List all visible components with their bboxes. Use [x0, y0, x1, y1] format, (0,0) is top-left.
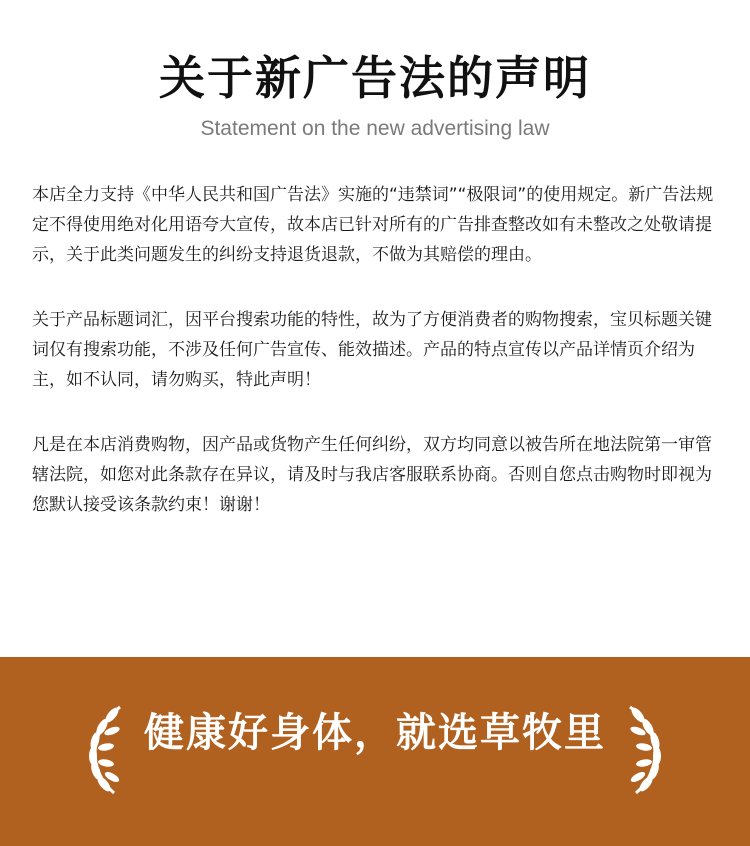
paragraph-jurisdiction: 凡是在本店消费购物，因产品或货物产生任何纠纷，双方均同意以被告所在地法院第一审管辖法院，如您对此条款存在异议，请及时与我店客服联系协商。否则自您点击购物时即视为您默认接受该条款约束！谢谢！ — [32, 435, 712, 515]
paragraph-title-keywords: 关于产品标题词汇，因平台搜索功能的特性，故为了方便消费者的购物搜索，宝贝标题关键词仅有搜索功能，不涉及任何广告宣传、能效描述。产品的特点宣传以产品详情页介绍为主，如不认同，请勿购买，特此声明！ — [32, 310, 712, 390]
statement-body — [32, 180, 722, 555]
laurel-right-icon — [612, 699, 682, 799]
page-title: 关于新广告法的声明 — [159, 51, 591, 105]
page-subtitle: Statement on the new advertising law — [200, 117, 550, 140]
paragraph-ad-law: 本店全力支持《中华人民共和国广告法》实施的“违禁词”“极限词”的使用规定。新广告法规定不得使用绝对化用语夸大宣传，故本店已针对所有的广告排查整改如有未整改之处敬请提示，关于此类问题发生的纠纷支持退货退款，不做为其赔偿的理由。 — [32, 185, 714, 265]
slogan-banner — [0, 657, 750, 846]
slogan-text: 健康好身体，就选草牧里 — [144, 710, 606, 756]
